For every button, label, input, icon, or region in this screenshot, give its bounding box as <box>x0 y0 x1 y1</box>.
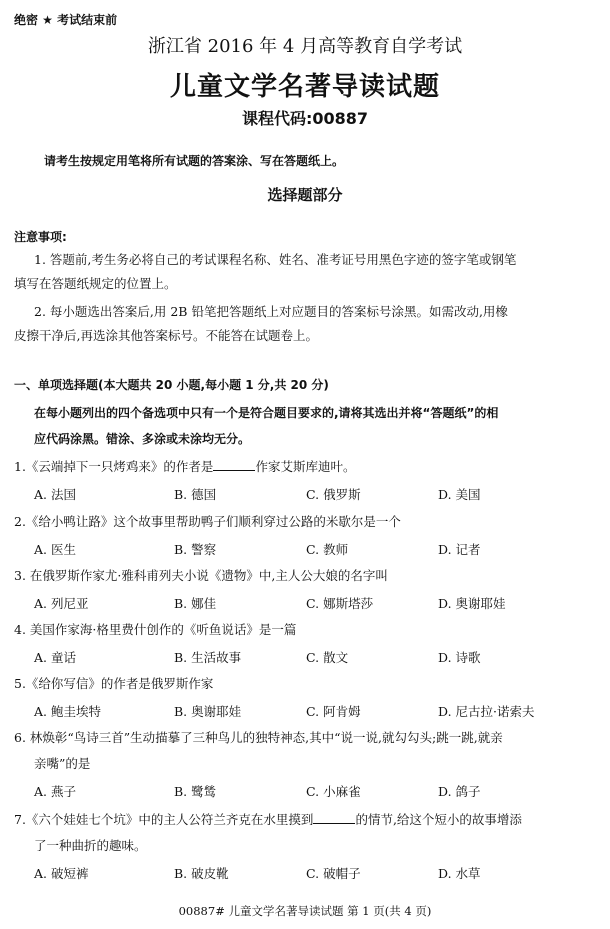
q1-option-b: B. 德国 <box>174 487 217 502</box>
q4-option-b: B. 生活故事 <box>174 650 242 665</box>
q3-option-d: D. 奥谢耶娃 <box>438 596 506 611</box>
part1-heading: 一、单项选择题(本大题共 20 小题,每小题 1 分,共 20 分) <box>14 378 329 392</box>
q4-option-d: D. 诗歌 <box>438 650 481 665</box>
question-6-stem-line-1: 6. 林焕彰“鸟诗三首”生动描摹了三种鸟儿的独特神态,其中“说一说,就勾勾头;跳一跳,就亲 <box>14 730 503 745</box>
q4-option-a: A. 童话 <box>34 650 76 665</box>
q4-option-c: C. 散文 <box>306 650 349 665</box>
q5-option-b: B. 奥谢耶娃 <box>174 704 242 719</box>
question-7-stem-line-2: 了一种曲折的趣味。 <box>34 838 147 853</box>
q1-option-d: D. 美国 <box>438 487 481 502</box>
note-1-line-2: 填写在答题纸规定的位置上。 <box>14 276 177 291</box>
q1-option-a: A. 法国 <box>34 487 76 502</box>
question-5-stem: 5.《给你写信》的作者是俄罗斯作家 <box>14 676 214 691</box>
q6-option-a: A. 燕子 <box>34 784 76 799</box>
q6-option-d: D. 鸽子 <box>438 784 481 799</box>
q3-option-c: C. 娜斯塔莎 <box>306 596 374 611</box>
q7-option-c: C. 破帽子 <box>306 866 361 881</box>
q2-option-c: C. 教师 <box>306 542 349 557</box>
question-6-stem-line-2: 亲嘴”的是 <box>34 756 91 771</box>
part1-desc-line-1: 在每小题列出的四个备选项中只有一个是符合题目要求的,请将其选出并将“答题纸”的相 <box>34 406 499 420</box>
page-footer: 00887# 儿童文学名著导读试题 第 1 页(共 4 页) <box>178 904 432 918</box>
question-2-stem: 2.《给小鸭让路》这个故事里帮助鸭子们顺利穿过公路的米歇尔是一个 <box>14 514 401 529</box>
q5-option-d: D. 尼古拉·诺索夫 <box>438 704 535 719</box>
q7-option-a: A. 破短裤 <box>34 866 89 881</box>
answer-blank <box>213 470 255 471</box>
q3-option-a: A. 列尼亚 <box>34 596 89 611</box>
question-7-stem-line-1: 7.《六个娃娃七个坑》中的主人公符兰齐克在水里摸到 的情节,给这个短小的故事增添 <box>14 812 522 827</box>
exam-line: 浙江省 2016 年 4 月高等教育自学考试 <box>147 36 463 57</box>
q2-option-a: A. 医生 <box>34 542 76 557</box>
q6-option-c: C. 小麻雀 <box>306 784 361 799</box>
note-2-line-1: 2. 每小题选出答案后,用 2B 铅笔把答题纸上对应题目的答案标号涂黑。如需改动,用橡 <box>34 304 508 319</box>
answer-instruction: 请考生按规定用笔将所有试题的答案涂、写在答题纸上。 <box>44 154 345 168</box>
notes-label: 注意事项: <box>14 230 67 244</box>
page-title: 儿童文学名著导读试题 <box>169 72 440 102</box>
course-code: 课程代码:00887 <box>241 109 369 128</box>
question-1-stem: 1.《云端掉下一只烤鸡来》的作者是 作家艾斯库迪叶。 <box>14 459 356 474</box>
note-1-line-1: 1. 答题前,考生务必将自己的考试课程名称、姓名、准考证号用黑色字迹的签字笔或钢笔 <box>34 252 517 267</box>
q1-option-c: C. 俄罗斯 <box>306 487 361 502</box>
answer-blank <box>313 823 355 824</box>
section-title: 选择题部分 <box>267 186 343 204</box>
note-2-line-2: 皮擦干净后,再选涂其他答案标号。不能答在试题卷上。 <box>14 328 318 343</box>
part1-desc-line-2: 应代码涂黑。错涂、多涂或未涂均无分。 <box>34 432 251 446</box>
q2-option-b: B. 警察 <box>174 542 217 557</box>
q5-option-a: A. 鲍圭埃特 <box>34 704 101 719</box>
q6-option-b: B. 鹭鸶 <box>174 784 217 799</box>
q7-option-d: D. 水草 <box>438 866 481 881</box>
q7-option-b: B. 破皮靴 <box>174 866 229 881</box>
question-3-stem: 3. 在俄罗斯作家尤·雅科甫列夫小说《遗物》中,主人公大娘的名字叫 <box>14 568 388 583</box>
question-4-stem: 4. 美国作家海·格里费什创作的《听鱼说话》是一篇 <box>14 622 297 637</box>
confidential-label: 绝密 ★ 考试结束前 <box>14 13 118 27</box>
q5-option-c: C. 阿肯姆 <box>306 704 361 719</box>
q3-option-b: B. 娜佳 <box>174 596 217 611</box>
q2-option-d: D. 记者 <box>438 542 481 557</box>
